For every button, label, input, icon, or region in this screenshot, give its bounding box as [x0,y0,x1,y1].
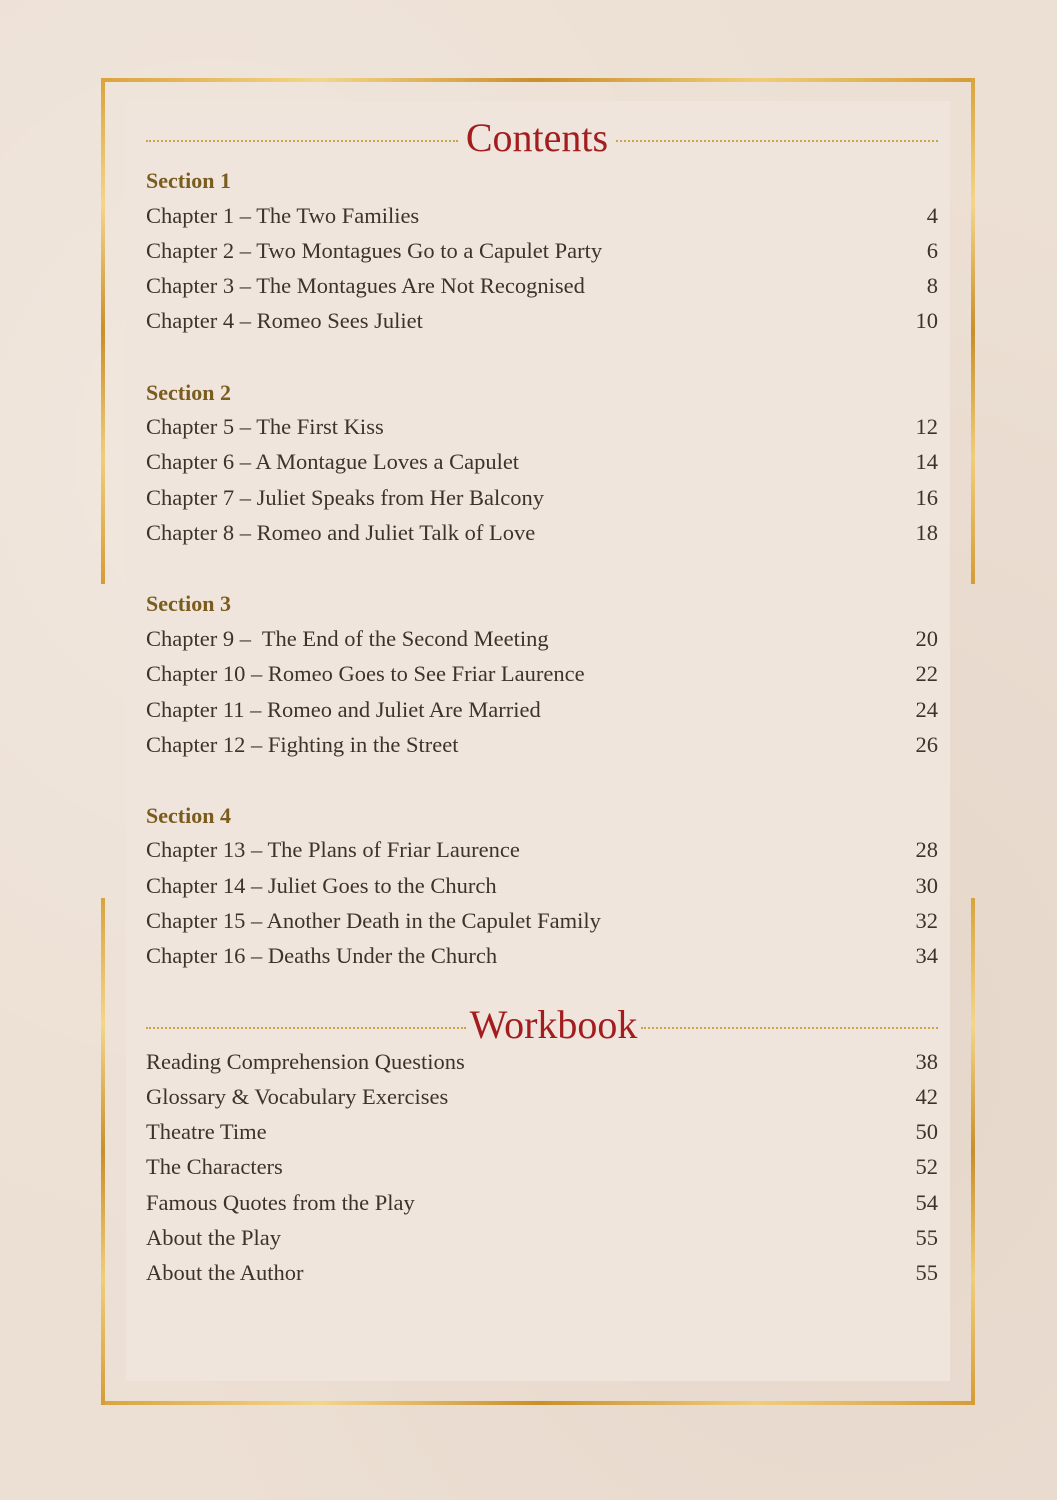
chapter-title: Chapter 13 – The Plans of Friar Laurence [146,837,520,862]
workbook-item-title: Theatre Time [146,1119,267,1144]
workbook-item-title: Reading Comprehension Questions [146,1049,465,1074]
chapter-title: Chapter 8 – Romeo and Juliet Talk of Love [146,520,536,545]
toc-entry[interactable] [146,1225,938,1255]
frame-left-border-lower [101,898,105,1405]
workbook-heading: Workbook [469,1002,638,1047]
toc-entry[interactable] [146,1084,938,1114]
chapter-title: Chapter 3 – The Montagues Are Not Recognised [146,273,585,298]
frame-top-border [101,78,975,82]
toc-entry[interactable] [146,908,938,938]
toc-entry[interactable] [146,626,938,656]
toc-entry[interactable] [146,485,938,515]
chapter-title: Chapter 16 – Deaths Under the Church [146,943,498,968]
section-label: Section 2 [146,380,231,405]
section-label: Section 3 [146,591,231,616]
page-number: 50 [915,1119,938,1144]
page-number: 52 [915,1154,938,1179]
chapter-title: Chapter 7 – Juliet Speaks from Her Balcony [146,485,545,510]
page-number: 34 [915,943,938,968]
page-number: 55 [915,1225,938,1250]
heading-rule-right [616,140,938,142]
page-number: 4 [926,203,938,228]
frame-left-border-upper [101,78,105,584]
page-number: 10 [915,308,938,333]
toc-entry[interactable] [146,238,938,268]
workbook-item-title: About the Author [146,1260,304,1285]
chapter-title: Chapter 10 – Romeo Goes to See Friar Laurence [146,661,585,686]
chapter-title: Chapter 12 – Fighting in the Street [146,732,459,757]
toc-entry[interactable] [146,273,938,303]
page-number: 22 [915,661,938,686]
section-label: Section 4 [146,803,231,828]
frame-right-border-upper [971,78,975,584]
toc-entry[interactable] [146,1154,938,1184]
page-number: 28 [915,837,938,862]
page-number: 42 [915,1084,938,1109]
page-number: 55 [915,1260,938,1285]
workbook-item-title: The Characters [146,1154,283,1179]
toc-entry[interactable] [146,732,938,762]
toc-entry[interactable] [146,837,938,867]
toc-entry[interactable] [146,943,938,973]
page-number: 20 [915,626,938,651]
toc-entry[interactable] [146,203,938,233]
chapter-title: Chapter 14 – Juliet Goes to the Church [146,873,497,898]
page-number: 8 [926,273,938,298]
page-number: 38 [915,1049,938,1074]
page-number: 12 [915,414,938,439]
page-number: 26 [915,732,938,757]
workbook-item-title: Famous Quotes from the Play [146,1190,415,1215]
page-number: 14 [915,449,938,474]
chapter-title: Chapter 11 – Romeo and Juliet Are Married [146,697,541,722]
chapter-title: Chapter 5 – The First Kiss [146,414,384,439]
workbook-item-title: About the Play [146,1225,281,1250]
toc-entry[interactable] [146,661,938,691]
workbook-heading-row [146,1001,938,1049]
workbook-item-title: Glossary & Vocabulary Exercises [146,1084,449,1109]
chapter-title: Chapter 9 – The End of the Second Meeting [146,626,549,651]
chapter-title: Chapter 4 – Romeo Sees Juliet [146,308,423,333]
page-number: 54 [915,1190,938,1215]
toc-entry[interactable] [146,414,938,444]
heading-rule-right [641,1027,938,1029]
toc-entry[interactable] [146,1119,938,1149]
contents-heading-row [146,114,938,162]
toc-entry[interactable] [146,308,938,338]
toc-entry[interactable] [146,1049,938,1079]
toc-entry[interactable] [146,697,938,727]
chapter-title: Chapter 1 – The Two Families [146,203,420,228]
toc-entry[interactable] [146,1260,938,1290]
heading-rule-left [146,1027,466,1029]
chapter-title: Chapter 6 – A Montague Loves a Capulet [146,449,520,474]
contents-heading: Contents [465,115,609,160]
frame-bottom-border [101,1401,975,1405]
page-number: 30 [915,873,938,898]
page-number: 6 [926,238,938,263]
chapter-title: Chapter 2 – Two Montagues Go to a Capulet Party [146,238,603,263]
frame-right-border-lower [971,898,975,1405]
toc-entry[interactable] [146,873,938,903]
chapter-title: Chapter 15 – Another Death in the Capulet Family [146,908,601,933]
toc-entry[interactable] [146,1190,938,1220]
page-number: 24 [915,697,938,722]
section-label: Section 1 [146,168,231,193]
page-number: 18 [915,520,938,545]
toc-entry[interactable] [146,520,938,550]
page-number: 16 [915,485,938,510]
heading-rule-left [146,140,458,142]
toc-entry[interactable] [146,449,938,479]
page-number: 32 [915,908,938,933]
